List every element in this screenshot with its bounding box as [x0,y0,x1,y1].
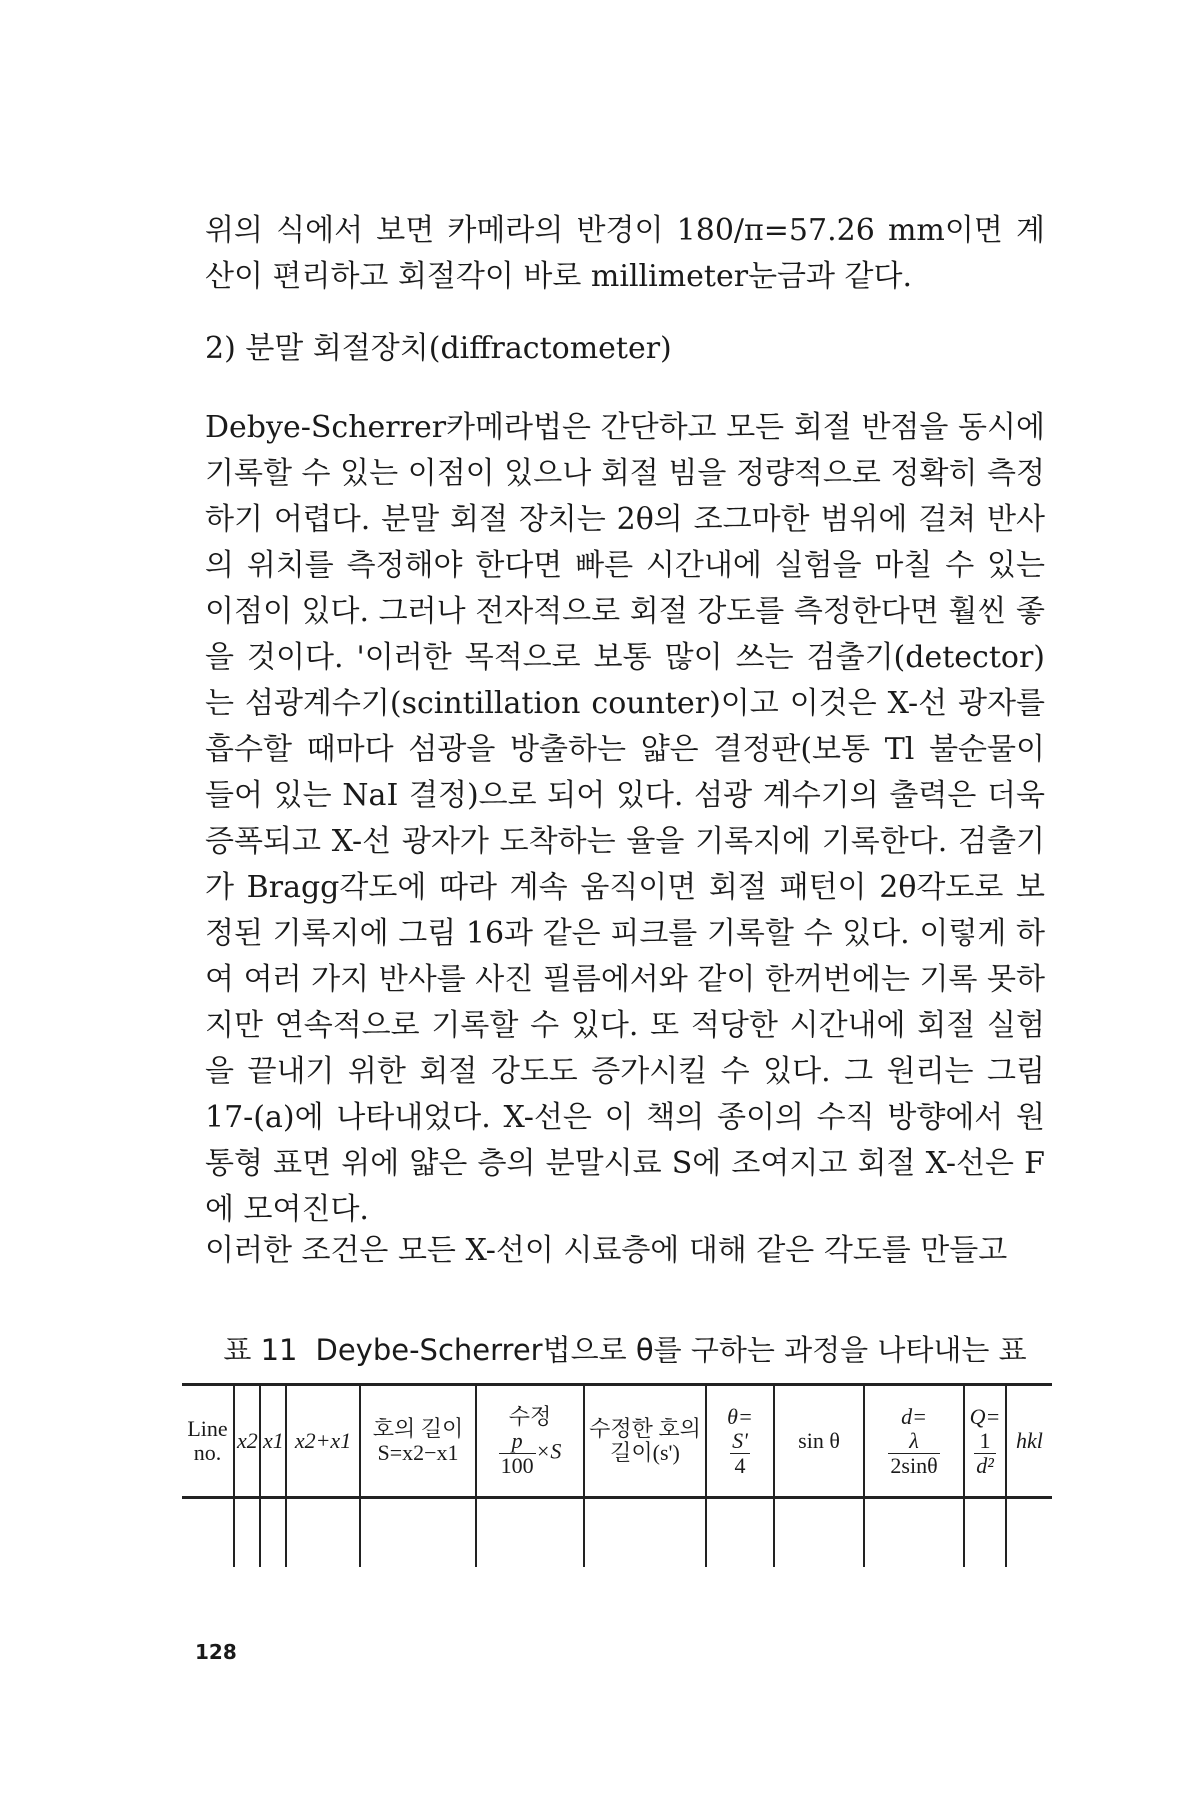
table-row [182,1498,1052,1568]
header-correction-label: 수정 [508,1403,552,1429]
q-denominator: d² [976,1452,994,1478]
section-heading: 2) 분말 회절장치(diffractometer) [205,331,672,366]
data-table [182,1383,1052,1567]
body-paragraph-2: 이러한 조건은 모든 X-선이 시료층에 대해 같은 각도를 만들고 [205,1233,1008,1268]
table-cell [286,1498,360,1568]
body-paragraph-block-2 [205,1228,1045,1274]
header-theta-label: θ= [727,1403,753,1429]
table-cell [1006,1498,1052,1568]
theta-numerator: S' [732,1427,748,1453]
page-number: 128 [195,1640,237,1664]
d-fraction [888,1429,939,1478]
header-sin-theta: sin θ [774,1385,864,1498]
table-header-row [182,1385,1052,1498]
intro-paragraph-block [205,208,1045,300]
header-x2: x2 [234,1385,260,1498]
table-number: 표 11 [223,1333,298,1367]
correction-multiplier: ×S [535,1438,562,1464]
correction-numerator: p [499,1429,536,1454]
header-hkl: hkl [1006,1385,1052,1498]
table-cell [864,1498,964,1568]
header-x1: x1 [260,1385,286,1498]
header-d-label: d= [901,1403,927,1429]
table-cell [476,1498,584,1568]
table-cell [360,1498,476,1568]
table-caption-text: Deybe-Scherrer법으로 θ를 구하는 과정을 나타내는 표 [315,1333,1027,1367]
d-denominator: 2sinθ [890,1452,938,1478]
header-x2-plus-x1: x2+x1 [286,1385,360,1498]
d-numerator: λ [888,1429,939,1454]
table-cell [234,1498,260,1568]
table-cell [964,1498,1006,1568]
header-q-label: Q= [969,1403,1001,1429]
correction-denominator: 100 [500,1452,534,1478]
header-line-no: Line no. [182,1385,234,1498]
table-cell [706,1498,774,1568]
header-arc-length: 호의 길이 S=x2−x1 [360,1385,476,1498]
table-cell [182,1498,234,1568]
body-paragraph-1: Debye-Scherrer카메라법은 간단하고 모든 회절 반점을 동시에 기록할 수 있는 이점이 있으나 회절 빔을 정량적으로 정확히 측정하기 어렵다. 분말 회절 장치는 2θ의 조그마한 범위에 걸쳐 반사의 위치를 측정해야 한다면 빠른 시간내에 실험을 마칠 수 있는 이점이 있다. 그러나 전자적으로 회절 강도를 측정한다면 훨씬 좋을 것이다. '이러한 목적으로 보통 많이 쓰는 검출기(detector)는 섬광계수기(scintillation counter)이고 이것은 X-선 광자를 흡수할 때마다 섬광을 방출하는 얇은 결정판(보통 Tl 불순물이 들어 있는 NaI 결정)으로 되어 있다. 섬광 계수기의 출력은 더욱 증폭되고 X-선 광자가 도착하는 율을 기록지에 기록한다. 검출기가 Bragg각도에 따라 계속 움직이면 회절 패턴이 2θ각도로 보정된 기록지에 그림 16과 같은 피크를 기록할 수 있다. 이렇게 하여 여러 가지 반사를 사진 필름에서와 같이 한꺼번에는 기록 못하지만 연속적으로 기록할 수 있다. 또 적당한 시간내에 회절 실험을 끝내기 위한 회절 강도도 증가시킬 수 있다. 그 원리는 그림 17-(a)에 나타내었다. X-선은 이 책의 종이의 수직 방향에서 원통형 표면 위에 얇은 층의 분말시료 S에 조여지고 회절 X-선은 F에 모여진다. [205,410,1045,1227]
correction-fraction [499,1429,536,1478]
q-numerator: 1 [974,1429,996,1454]
header-theta [706,1385,774,1498]
table-cell [774,1498,864,1568]
header-q [964,1385,1006,1498]
header-correction [476,1385,584,1498]
intro-paragraph: 위의 식에서 보면 카메라의 반경이 180/π=57.26 mm이면 계산이 편리하고 회절각이 바로 millimeter눈금과 같다. [205,213,1045,294]
table-container [182,1383,1052,1567]
table-cell [584,1498,706,1568]
table-cell [260,1498,286,1568]
q-fraction [974,1429,996,1478]
theta-fraction [730,1429,750,1478]
header-corrected-arc: 수정한 호의 길이(s') [584,1385,706,1498]
body-paragraph-block-1 [205,405,1045,1233]
section-heading-block [205,326,1045,372]
header-d-spacing [864,1385,964,1498]
table-caption [205,1330,1045,1370]
theta-denominator: 4 [734,1452,746,1478]
